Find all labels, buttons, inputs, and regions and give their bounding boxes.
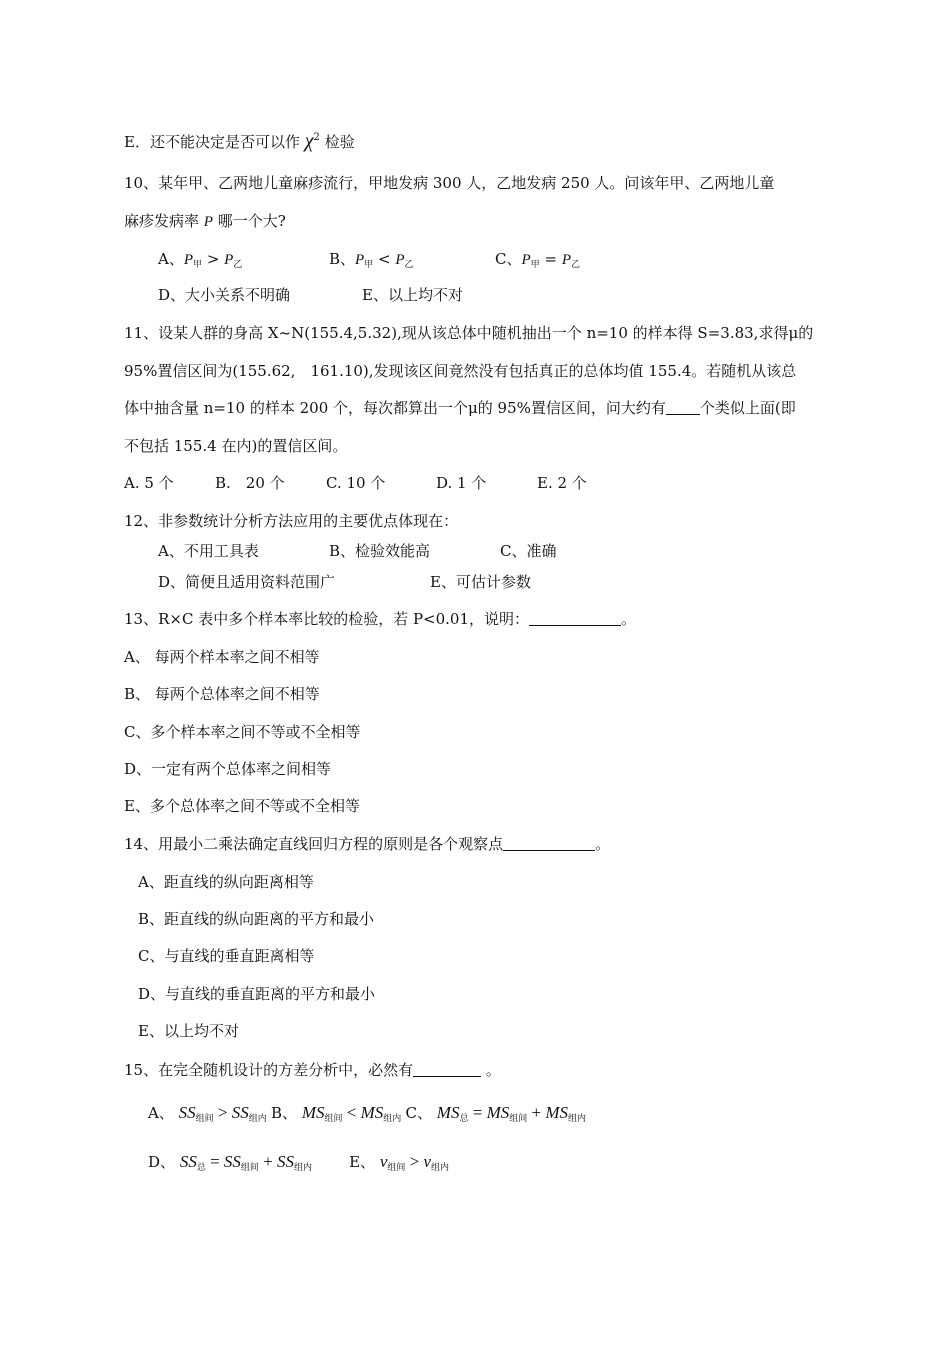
q15-answer-blank[interactable] (413, 1062, 481, 1077)
q10-b-op: < (378, 250, 391, 268)
q11-line2: 95%置信区间为(155.62, 161.10),发现该区间竟然没有包括真正的总体均值 155.4。若随机从该总 (124, 362, 797, 380)
q15-a-sub1: 组间 (195, 1113, 214, 1123)
q15-d-sub2: 组间 (240, 1162, 259, 1172)
q15-option-e-label: E、 (349, 1153, 376, 1171)
q13-option-c: C、多个样本率之间不等或不全相等 (124, 723, 361, 741)
q15-c-sub2: 组间 (509, 1113, 528, 1123)
q11-option-c: C. 10 个 (326, 474, 386, 492)
q10-stem-line1: 10、某年甲、乙两地儿童麻疹流行，甲地发病 300 人，乙地发病 250 人。问该年甲、乙两地儿童 (124, 174, 775, 192)
q10-option-c-label: C、 (495, 250, 522, 268)
q10-stem-p: P (203, 214, 213, 230)
q15-option-b-label: B、 (271, 1104, 298, 1122)
q11-line4: 不包括 155.4 在内)的置信区间。 (124, 437, 348, 455)
q12-option-c: C、准确 (500, 542, 557, 560)
q15-option-b-formula (302, 1103, 406, 1122)
q15-a-sub2: 组内 (248, 1113, 267, 1123)
q15-option-c-label: C、 (405, 1104, 433, 1122)
q13-option-d: D、一定有两个总体率之间相等 (124, 760, 332, 778)
q10-a-op: > (206, 250, 220, 268)
q15-b-ms2: MS (360, 1103, 384, 1122)
q14-stem-suffix: 。 (595, 835, 611, 853)
q11-line1: 11、设某人群的身高 X~N(155.4,5.32),现从该总体中随机抽出一个 n=10 的样本得 S=3.83,求得μ的 (124, 324, 814, 342)
q14-option-d: D、与直线的垂直距离的平方和最小 (138, 985, 376, 1003)
q10-c-sub1: 甲 (530, 260, 540, 270)
q10-a-sub1: 甲 (193, 260, 203, 270)
q14-stem-prefix: 14、用最小二乘法确定直线回归方程的原则是各个观察点 (124, 835, 504, 853)
q15-c-plus: + (531, 1103, 542, 1122)
q12-stem: 12、非参数统计分析方法应用的主要优点体现在： (124, 512, 459, 530)
q13-option-a: A、 每两个样本率之间不相等 (124, 648, 320, 666)
q10-a-sub2: 乙 (233, 260, 243, 270)
q10-c-op: = (544, 250, 558, 268)
q10-b-sub2: 乙 (404, 260, 414, 270)
q10-option-a (158, 249, 242, 275)
q15-a-ss2: SS (231, 1103, 249, 1122)
q15-e-sub2: 组内 (431, 1162, 450, 1172)
q15-d-ss3: SS (277, 1152, 295, 1171)
q15-d-plus: + (263, 1152, 273, 1171)
q15-c-sub3: 组内 (568, 1113, 587, 1123)
q15-c-ms2: MS (486, 1103, 510, 1122)
q15-stem-suffix: 。 (485, 1061, 501, 1079)
q10-a-p1: P (183, 252, 194, 268)
q14-answer-blank[interactable] (503, 836, 595, 851)
q14-option-b: B、距直线的纵向距离的平方和最小 (138, 910, 375, 928)
q14-stem (124, 834, 610, 854)
q15-e-nu2: ν (423, 1152, 432, 1171)
q15-b-sub1: 组间 (324, 1113, 343, 1123)
q14-option-c: C、与直线的垂直距离相等 (138, 947, 315, 965)
q15-e-nu1: ν (379, 1152, 388, 1171)
q15-a-op: > (217, 1103, 228, 1122)
q12-option-a: A、不用工具表 (158, 542, 259, 560)
q12-option-b: B、检验效能高 (329, 542, 431, 560)
q10-c-p1: P (521, 252, 531, 268)
q11-line3-prefix: 体中抽含量 n=10 的样本 200 个，每次都算出一个μ的 95%置信区间，问大约有 (124, 399, 666, 417)
q15-d-ss2: SS (223, 1152, 241, 1171)
q11-answer-blank[interactable] (666, 400, 700, 415)
q14-option-a: A、距直线的纵向距离相等 (138, 873, 314, 891)
chi-superscript: 2 (313, 132, 320, 143)
q15-c-ms3: MS (545, 1103, 569, 1122)
q12-option-e: E、可估计参数 (430, 573, 531, 591)
q15-d-sub3: 组内 (294, 1162, 313, 1172)
q15-c-ms1: MS (436, 1103, 460, 1122)
q15-c-eq: = (472, 1103, 483, 1122)
q10-stem-prefix: 麻疹发病率 (124, 212, 200, 230)
q15-e-sub1: 组间 (387, 1162, 406, 1172)
q10-stem-line2 (124, 211, 286, 232)
q15-b-ms1: MS (301, 1103, 325, 1122)
q10-option-a-label: A、 (158, 250, 184, 268)
q13-option-e: E、多个总体率之间不等或不全相等 (124, 797, 360, 815)
q15-b-sub2: 组内 (383, 1113, 402, 1123)
q13-stem-prefix: 13、R×C 表中多个样本率比较的检验，若 P<0.01，说明： (124, 610, 530, 628)
q10-c-sub2: 乙 (570, 260, 580, 270)
q10-b-p2: P (395, 252, 405, 268)
q15-option-a-formula (179, 1103, 271, 1122)
q11-line3-suffix: 个类似上面(即 (699, 399, 796, 417)
q15-b-op: < (346, 1103, 357, 1122)
q13-stem-suffix: 。 (621, 610, 637, 628)
chi-symbol: χ (304, 130, 314, 152)
q15-c-sub1: 总 (459, 1113, 469, 1123)
q10-option-e: E、以上均不对 (362, 286, 463, 304)
q15-d-sub1: 总 (196, 1162, 206, 1172)
q15-option-d-label: D、 (148, 1153, 176, 1171)
q10-option-d: D、大小关系不明确 (158, 286, 291, 304)
q13-stem (124, 609, 636, 629)
q10-option-c (495, 249, 580, 275)
q9-option-e-suffix: 检验 (324, 133, 355, 151)
q12-option-d: D、简便且适用资料范围广 (158, 573, 336, 591)
q11-option-e: E. 2 个 (537, 474, 587, 492)
q9-option-e-text: E．还不能决定是否可以作 (124, 133, 300, 151)
q15-stem (124, 1060, 501, 1080)
q15-a-ss1: SS (178, 1103, 196, 1122)
q15-stem-prefix: 15、在完全随机设计的方差分析中，必然有 (124, 1061, 414, 1079)
q11-line3 (124, 398, 796, 418)
q11-option-d: D. 1 个 (436, 474, 487, 492)
q10-a-p2: P (224, 252, 234, 268)
q15-e-op: > (409, 1152, 420, 1171)
q10-option-b (329, 249, 414, 275)
q15-option-a-label: A、 (148, 1104, 174, 1122)
q14-option-e: E、以上均不对 (138, 1022, 239, 1040)
q13-option-b: B、 每两个总体率之间不相等 (124, 685, 320, 703)
q15-d-ss1: SS (179, 1152, 197, 1171)
q15-option-d-formula (180, 1152, 316, 1171)
q15-option-c-formula (437, 1103, 586, 1122)
q10-option-b-label: B、 (329, 250, 356, 268)
q15-d-eq: = (210, 1152, 220, 1171)
q13-answer-blank[interactable] (529, 611, 621, 626)
q11-option-b: B. 20 个 (215, 474, 285, 492)
q15-option-e-formula (380, 1152, 449, 1171)
q15-options-row2 (148, 1152, 449, 1177)
q10-b-sub1: 甲 (364, 260, 374, 270)
q11-option-a: A. 5 个 (124, 474, 174, 492)
q10-b-p1: P (355, 252, 365, 268)
q10-stem-suffix: 哪一个大? (217, 212, 286, 230)
q10-c-p2: P (561, 252, 571, 268)
q15-options-row1 (148, 1103, 586, 1128)
q9-option-e (124, 128, 355, 152)
